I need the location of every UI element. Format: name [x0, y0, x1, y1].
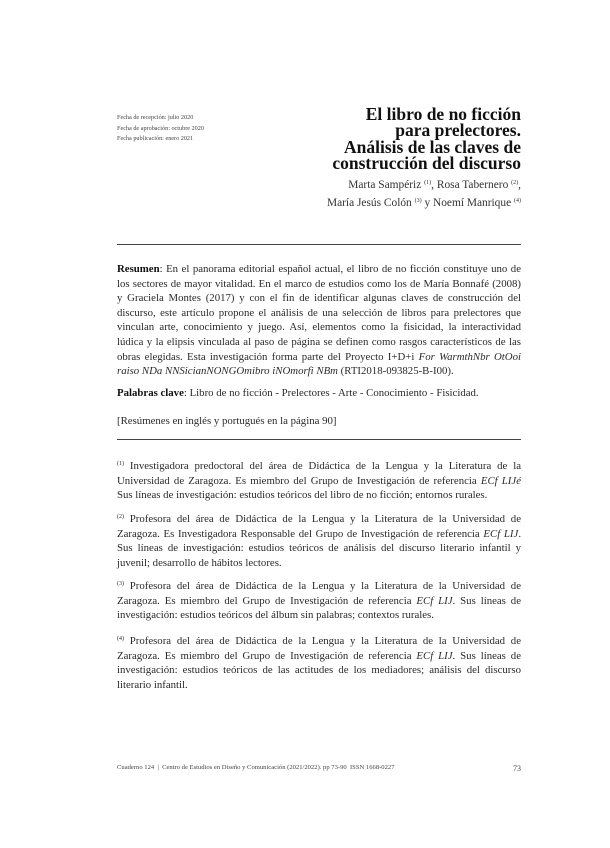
author-name: Rosa Tabernero — [436, 179, 509, 191]
abstract-label: Resumen — [117, 263, 160, 275]
abstract-text: : En el panorama editorial español actual, el libro de no ficción constituye uno de los sectores de mayor vitalidad. En el marco de estudios como los de María Bonnafé (2008) y Graciela Montes (2017) y con el fin de identificar algunas claves de construcción del discurso, este artículo propone el análisis de una selección de libros para prelectores que vinculan arte, conocimiento y juego. Así, elementos como la fisicidad, la interactividad lúdica y la elipsis vinculada al paso de página se definen como rasgos característicos de las obras elegidas. Esta investigación forma parte del Proyecto I+D+i — [117, 263, 521, 363]
project-code: (RTI2018-093825-B-I00). — [337, 365, 454, 378]
footnote-number: (3) — [117, 581, 124, 587]
keywords-text: : Libro de no ficción - Prelectores - Arte - Conocimiento - Fisicidad. — [183, 387, 479, 399]
page-number: 73 — [513, 764, 521, 773]
author-note: (4) — [514, 197, 521, 204]
authors — [327, 176, 521, 211]
article-title — [332, 106, 521, 171]
author-name: Marta Sampériz — [348, 179, 422, 191]
footer-citation: Cuaderno 124 | Centro de Estudios en Diseño y Comunicación (2021/2022). pp 73-90 ISSN 1668-0227 — [117, 764, 395, 771]
footnote-text: Investigadora predoctoral del área de Didáctica de la Lengua y la Literatura de la Universidad de Zaragoza. Es miembro del Grupo de Investigación de referencia — [117, 460, 521, 487]
footnote-4 — [117, 632, 521, 692]
abstract — [117, 262, 521, 379]
divider-top — [117, 244, 521, 245]
group-name: ECf LIJ — [483, 527, 519, 540]
author-note: (2) — [511, 180, 519, 186]
date-received: Fecha de recepción: julio 2020 — [117, 114, 194, 121]
footnote-number: (1) — [117, 461, 124, 467]
author-name: María Jesús Colón — [326, 196, 412, 209]
footnote-number: (4) — [117, 636, 124, 642]
title-line: construcción del discurso — [332, 152, 521, 173]
date-published: Fecha publicación: enero 2021 — [117, 135, 194, 142]
footnote-2 — [117, 510, 521, 570]
page-footer — [117, 764, 521, 773]
footnote-text: . Sus líneas de investigación: estudios teóricos de las actitudes de los mediadores; análisis del discurso literario infantil. — [117, 649, 521, 691]
footnote-1 — [117, 457, 521, 503]
author-note: (3) — [414, 197, 422, 204]
footnote-3 — [117, 577, 521, 623]
footnote-number: (2) — [117, 514, 124, 520]
footnote-text: Sus líneas de investigación: estudios teóricos del libro de no ficción; entornos rurales. — [117, 489, 488, 502]
author-note: (1) — [424, 180, 432, 186]
footnote-text: Profesora del área de Didáctica de la Lengua y la Literatura de la Universidad de Zaragoza. Es miembro del Grupo de Investigación de referencia — [117, 580, 521, 607]
divider-bottom — [117, 439, 521, 440]
footnote-text: . Sus líneas de investigación: estudios teóricos de análisis del discurso literario infantil y juvenil; desarrollo de hábitos lectores. — [117, 527, 522, 569]
group-name: ECf LIJé — [480, 474, 521, 487]
footnote-text: Profesora del área de Didáctica de la Lengua y la Literatura de la Universidad de Zaragoza. Es Investigadora Responsable del Grupo de Investigación de referencia — [117, 513, 521, 540]
reception-dates — [117, 113, 204, 145]
summaries-note: [Resúmenes en inglés y portugués en la página 90] — [117, 415, 337, 427]
title-line: El libro de no ficción — [365, 104, 521, 124]
title-line: Análisis de las claves de — [344, 136, 521, 157]
author-name: Noemí Manrique — [433, 196, 512, 209]
footnote-text: Profesora del área de Didáctica de la Lengua y la Literatura de la Universidad de Zaragoza. Es miembro del Grupo de Investigación de referencia — [117, 635, 521, 662]
title-line: para prelectores. — [395, 120, 521, 141]
separator: y — [421, 196, 433, 209]
keywords — [117, 386, 521, 401]
keywords-label: Palabras clave — [117, 387, 184, 399]
project-title: For WarmthNbr OtOoi raiso NDa NNSicianNONGOmibro iNOmorfi NBm — [117, 350, 521, 378]
separator: , — [518, 179, 521, 191]
separator: , — [431, 179, 437, 191]
group-name: ECf LIJ — [416, 649, 453, 662]
date-approved: Fecha de aprobación: octubre 2020 — [117, 124, 204, 132]
group-name: ECf LIJ — [416, 594, 453, 607]
footnote-text: . Sus líneas de investigación: estudios teóricos del álbum sin palabras; contextos rurales. — [117, 594, 521, 622]
